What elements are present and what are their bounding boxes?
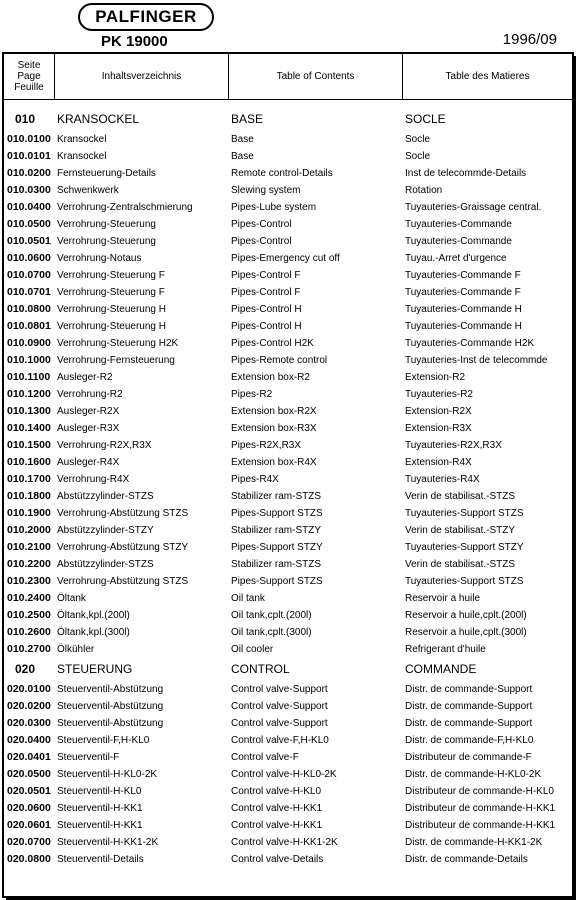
english-title: Remote control-Details	[231, 168, 333, 179]
english-title: Control valve-H-KL0-2K	[231, 769, 337, 780]
german-title: Fernsteuerung-Details	[57, 168, 156, 179]
table-row	[4, 165, 572, 182]
english-title: Pipes-Support STZY	[231, 542, 323, 553]
english-title: Pipes-Control F	[231, 270, 301, 281]
english-title: Control valve-Details	[231, 854, 324, 865]
page-code: 010.2400	[7, 592, 51, 604]
french-title: Distr. de commande-Details	[405, 854, 528, 865]
page-code: 020.0600	[7, 802, 51, 814]
column-header-french: Table des Matieres	[403, 54, 572, 100]
german-title: Steuerventil-F	[57, 752, 120, 763]
french-title: Tuyauteries-Inst de telecommde	[405, 355, 548, 366]
french-title: Refrigerant d'huile	[405, 644, 486, 655]
english-title: Oil tank,cplt.(300l)	[231, 627, 312, 638]
german-title: Steuerventil-H-KK1	[57, 820, 143, 831]
german-title: Ausleger-R2	[57, 372, 113, 383]
german-title: Öltank	[57, 593, 86, 604]
page-code: 010.0900	[7, 337, 51, 349]
table-row	[4, 749, 572, 766]
german-title: Verrohrung-Steuerung	[57, 236, 156, 247]
page-code: 020.0400	[7, 734, 51, 746]
page-code: 020.0300	[7, 717, 51, 729]
page-code: 020.0800	[7, 853, 51, 865]
german-title: Abstützzylinder-STZY	[57, 525, 154, 536]
table-row	[4, 471, 572, 488]
english-title: Pipes-Control F	[231, 287, 301, 298]
table-row	[4, 834, 572, 851]
page-code: 010	[15, 112, 36, 126]
english-title: Control valve-Support	[231, 701, 328, 712]
english-title: Control valve-H-KL0	[231, 786, 322, 797]
english-title: Extension box-R4X	[231, 457, 317, 468]
french-title: Tuyauteries-Commande H2K	[405, 338, 535, 349]
page-code: 010.0100	[7, 133, 51, 145]
english-title: CONTROL	[231, 662, 290, 676]
german-title: Steuerventil-Abstützung	[57, 684, 164, 695]
table-row	[4, 301, 572, 318]
german-title: Steuerventil-H-KL0-2K	[57, 769, 158, 780]
page-code: 010.2200	[7, 558, 51, 570]
german-title: Verrohrung-R2X,R3X	[57, 440, 152, 451]
german-title: Verrohrung-Zentralschmierung	[57, 202, 193, 213]
page-code: 010.1400	[7, 422, 51, 434]
french-title: Tuyauteries-Commande H	[405, 321, 522, 332]
english-title: Pipes-Lube system	[231, 202, 317, 213]
page-code: 010.2100	[7, 541, 51, 553]
page-code: 020.0501	[7, 785, 51, 797]
german-title: Öltank,kpl.(200l)	[57, 610, 130, 621]
english-title: Pipes-R4X	[231, 474, 279, 485]
english-title: Pipes-Emergency cut off	[231, 253, 340, 264]
german-title: STEUERUNG	[57, 662, 133, 676]
french-title: Distributeur de commande-F	[405, 752, 532, 763]
column-header-german: Inhaltsverzeichnis	[55, 54, 228, 100]
french-title: Distr. de commande-Support	[405, 701, 533, 712]
english-title: Control valve-H-KK1	[231, 820, 323, 831]
page-code: 010.0300	[7, 184, 51, 196]
english-title: Pipes-Control H2K	[231, 338, 314, 349]
table-row	[4, 199, 572, 216]
english-title: Control valve-Support	[231, 718, 328, 729]
english-title: Pipes-Control	[231, 236, 292, 247]
french-title: Tuyauteries-R2	[405, 389, 473, 400]
english-title: Pipes-Control H	[231, 321, 302, 332]
french-title: Extension-R3X	[405, 423, 472, 434]
french-title: Rotation	[405, 185, 443, 196]
table-row	[4, 267, 572, 284]
english-title: Pipes-Control	[231, 219, 292, 230]
french-title: Tuyauteries-Support STZS	[405, 508, 524, 519]
french-title: Reservoir a huile,cplt.(300l)	[405, 627, 527, 638]
french-title: Reservoir a huile	[405, 593, 481, 604]
french-title: Tuyauteries-Commande H	[405, 304, 522, 315]
english-title: Base	[231, 151, 254, 162]
french-title: Extension-R2X	[405, 406, 472, 417]
french-title: Socle	[405, 134, 431, 145]
page-code: 020.0500	[7, 768, 51, 780]
german-title: Kransockel	[57, 151, 107, 162]
french-title: COMMANDE	[405, 662, 477, 676]
table-row	[4, 590, 572, 607]
page-code: 010.2300	[7, 575, 51, 587]
english-title: Stabilizer ram-STZY	[231, 525, 322, 536]
section-row	[4, 108, 572, 131]
french-title: Inst de telecommde-Details	[405, 168, 527, 179]
table-row	[4, 681, 572, 698]
german-title: Abstützzylinder-STZS	[57, 491, 154, 502]
table-body	[4, 108, 572, 868]
page-code: 010.1500	[7, 439, 51, 451]
french-title: Distr. de commande-H-KL0-2K	[405, 769, 542, 780]
french-title: Distributeur de commande-H-KK1	[405, 820, 556, 831]
page-code: 020.0601	[7, 819, 51, 831]
model-title: PK 19000	[101, 33, 168, 50]
english-title: Control valve-F	[231, 752, 299, 763]
german-title: Verrohrung-R4X	[57, 474, 130, 485]
palfinger-logo: PALFINGER	[78, 3, 214, 31]
table-row	[4, 420, 572, 437]
german-title: Ausleger-R3X	[57, 423, 120, 434]
english-title: Stabilizer ram-STZS	[231, 559, 322, 570]
page-code: 010.1100	[7, 371, 51, 383]
table-row	[4, 386, 572, 403]
table-row	[4, 766, 572, 783]
english-title: Slewing system	[231, 185, 301, 196]
french-title: Reservoir a huile,cplt.(200l)	[405, 610, 527, 621]
german-title: Ausleger-R4X	[57, 457, 120, 468]
contents-table	[2, 52, 574, 898]
table-row	[4, 369, 572, 386]
french-title: Distr. de commande-Support	[405, 684, 533, 695]
french-title: Distributeur de commande-H-KL0	[405, 786, 554, 797]
edition-date: 1996/09	[502, 31, 557, 48]
table-row	[4, 641, 572, 658]
french-title: Verin de stabilisat.-STZY	[405, 525, 516, 536]
page-code: 010.0500	[7, 218, 51, 230]
german-title: Steuerventil-Abstützung	[57, 718, 164, 729]
german-title: Verrohrung-Steuerung H	[57, 321, 166, 332]
table-row	[4, 556, 572, 573]
german-title: Kransockel	[57, 134, 107, 145]
german-title: Steuerventil-F,H-KL0	[57, 735, 150, 746]
german-title: KRANSOCKEL	[57, 112, 140, 126]
french-title: Distributeur de commande-H-KK1	[405, 803, 556, 814]
page-code: 010.0700	[7, 269, 51, 281]
table-row	[4, 403, 572, 420]
german-title: Verrohrung-Abstützung STZY	[57, 542, 189, 553]
german-title: Ölkühler	[57, 644, 95, 655]
german-title: Verrohrung-Notaus	[57, 253, 142, 264]
english-title: BASE	[231, 112, 264, 126]
table-row	[4, 454, 572, 471]
table-row	[4, 216, 572, 233]
table-row	[4, 539, 572, 556]
table-row	[4, 715, 572, 732]
french-title: Tuyauteries-Commande F	[405, 270, 521, 281]
french-title: Verin de stabilisat.-STZS	[405, 559, 516, 570]
french-title: Tuyauteries-Commande	[405, 236, 512, 247]
table-row	[4, 624, 572, 641]
english-title: Pipes-Support STZS	[231, 576, 323, 587]
german-title: Verrohrung-Steuerung F	[57, 287, 165, 298]
german-title: Steuerventil-Abstützung	[57, 701, 164, 712]
table-row	[4, 233, 572, 250]
german-title: Steuerventil-H-KK1-2K	[57, 837, 159, 848]
english-title: Control valve-F,H-KL0	[231, 735, 329, 746]
page-code: 010.0800	[7, 303, 51, 315]
german-title: Verrohrung-Steuerung	[57, 219, 156, 230]
english-title: Pipes-Remote control	[231, 355, 328, 366]
table-row	[4, 522, 572, 539]
french-title: Tuyauteries-Graissage central.	[405, 202, 542, 213]
english-title: Extension box-R3X	[231, 423, 317, 434]
german-title: Verrohrung-Steuerung F	[57, 270, 165, 281]
french-title: Tuyauteries-R4X	[405, 474, 480, 485]
page-code: 010.0701	[7, 286, 51, 298]
page-code: 010.2000	[7, 524, 51, 536]
table-row	[4, 437, 572, 454]
english-title: Oil cooler	[231, 644, 274, 655]
german-title: Steuerventil-Details	[57, 854, 144, 865]
german-title: Schwenkwerk	[57, 185, 119, 196]
section-row	[4, 658, 572, 681]
table-row	[4, 573, 572, 590]
french-title: Extension-R4X	[405, 457, 472, 468]
table-row	[4, 851, 572, 868]
table-row	[4, 817, 572, 834]
english-title: Pipes-R2X,R3X	[231, 440, 302, 451]
french-title: Tuyauteries-Commande F	[405, 287, 521, 298]
french-title: Socle	[405, 151, 431, 162]
page-code: 010.0801	[7, 320, 51, 332]
table-row	[4, 800, 572, 817]
french-title: Tuyauteries-Support STZY	[405, 542, 524, 553]
english-title: Extension box-R2	[231, 372, 310, 383]
german-title: Verrohrung-Steuerung H2K	[57, 338, 179, 349]
page-code: 010.0600	[7, 252, 51, 264]
page-code: 010.1000	[7, 354, 51, 366]
german-title: Verrohrung-Abstützung STZS	[57, 576, 189, 587]
table-row	[4, 250, 572, 267]
german-title: Abstützzylinder-STZS	[57, 559, 154, 570]
page-code: 010.0101	[7, 150, 51, 162]
english-title: Base	[231, 134, 254, 145]
german-title: Steuerventil-H-KK1	[57, 803, 143, 814]
table-row	[4, 488, 572, 505]
table-row	[4, 318, 572, 335]
english-title: Pipes-Support STZS	[231, 508, 323, 519]
german-title: Verrohrung-Steuerung H	[57, 304, 166, 315]
french-title: Distr. de commande-H-KK1-2K	[405, 837, 543, 848]
table-row	[4, 284, 572, 301]
table-row	[4, 732, 572, 749]
page-code: 010.1300	[7, 405, 51, 417]
french-title: Extension-R2	[405, 372, 466, 383]
english-title: Control valve-H-KK1	[231, 803, 323, 814]
page-header	[0, 0, 576, 52]
english-title: Oil tank,cplt.(200l)	[231, 610, 312, 621]
french-title: Verin de stabilisat.-STZS	[405, 491, 516, 502]
column-header-page: Seite Page Feuille	[4, 54, 54, 100]
english-title: Stabilizer ram-STZS	[231, 491, 322, 502]
german-title: Verrohrung-Fernsteuerung	[57, 355, 175, 366]
table-row	[4, 505, 572, 522]
french-title: Distr. de commande-F,H-KL0	[405, 735, 534, 746]
table-row	[4, 783, 572, 800]
page-code: 010.0400	[7, 201, 51, 213]
french-title: Tuyau.-Arret d'urgence	[405, 253, 507, 264]
page-code: 010.1200	[7, 388, 51, 400]
table-row	[4, 352, 572, 369]
page-code: 010.1700	[7, 473, 51, 485]
french-title: Tuyauteries-Support STZS	[405, 576, 524, 587]
page-code: 010.1900	[7, 507, 51, 519]
table-row	[4, 131, 572, 148]
english-title: Control valve-H-KK1-2K	[231, 837, 338, 848]
table-row	[4, 182, 572, 199]
german-title: Verrohrung-Abstützung STZS	[57, 508, 189, 519]
page-code: 010.2600	[7, 626, 51, 638]
table-row	[4, 148, 572, 165]
english-title: Pipes-R2	[231, 389, 273, 400]
page-code: 010.0501	[7, 235, 51, 247]
page-code: 010.2700	[7, 643, 51, 655]
page-code: 010.1600	[7, 456, 51, 468]
french-title: Distr. de commande-Support	[405, 718, 533, 729]
english-title: Oil tank	[231, 593, 265, 604]
page-code: 020.0700	[7, 836, 51, 848]
table-row	[4, 698, 572, 715]
german-title: Steuerventil-H-KL0	[57, 786, 142, 797]
page-code: 010.2500	[7, 609, 51, 621]
french-title: Tuyauteries-R2X,R3X	[405, 440, 502, 451]
page-code: 020	[15, 662, 36, 676]
column-header-english: Table of Contents	[229, 54, 402, 100]
english-title: Pipes-Control H	[231, 304, 302, 315]
page-code: 010.0200	[7, 167, 51, 179]
table-row	[4, 607, 572, 624]
german-title: Ausleger-R2X	[57, 406, 120, 417]
page-code: 020.0401	[7, 751, 51, 763]
page-code: 010.1800	[7, 490, 51, 502]
english-title: Control valve-Support	[231, 684, 328, 695]
german-title: Öltank,kpl.(300l)	[57, 627, 130, 638]
french-title: SOCLE	[405, 112, 446, 126]
english-title: Extension box-R2X	[231, 406, 317, 417]
page-code: 020.0100	[7, 683, 51, 695]
table-row	[4, 335, 572, 352]
french-title: Tuyauteries-Commande	[405, 219, 512, 230]
german-title: Verrohrung-R2	[57, 389, 123, 400]
page-code: 020.0200	[7, 700, 51, 712]
